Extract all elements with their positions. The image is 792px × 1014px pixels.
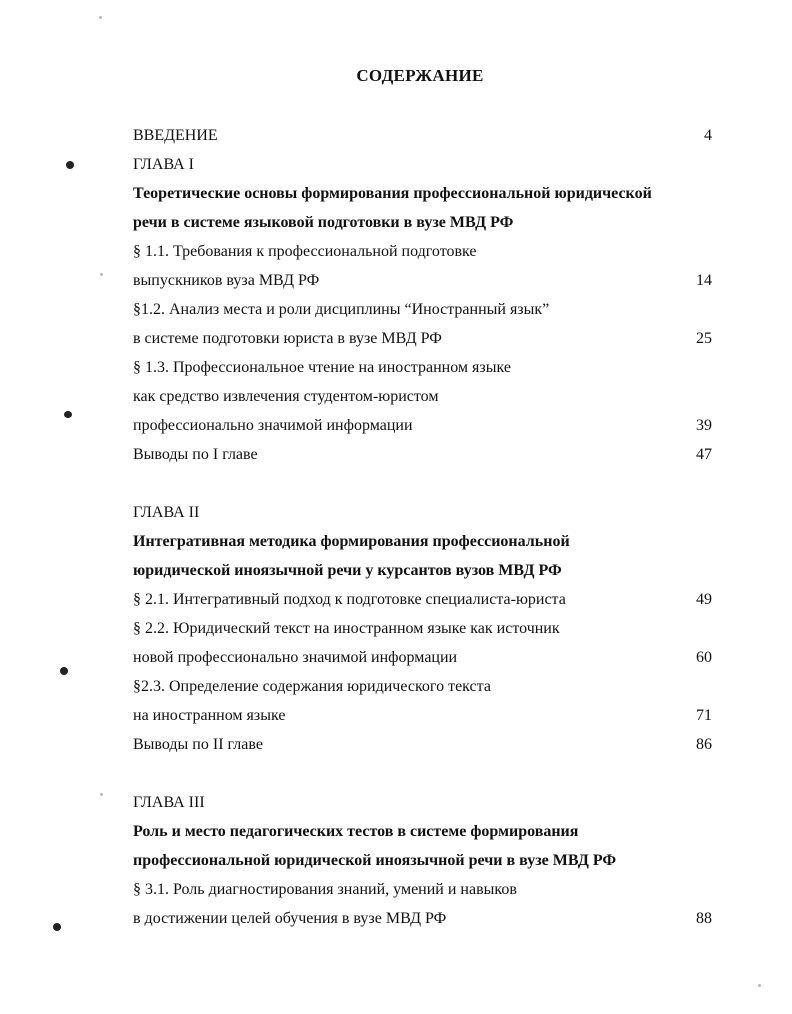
toc-intro-page: 4 <box>704 127 712 144</box>
scan-speck <box>100 273 103 276</box>
section-2-1-line-1: § 2.1. Интегративный подход к подготовке специалиста-юриста <box>133 591 566 608</box>
chapter-1-title-line-2: речи в системе языковой подготовки в вузе МВД РФ <box>133 214 514 231</box>
section-1-3-line-1: § 1.3. Профессиональное чтение на иностранном языке <box>133 359 511 376</box>
section-1-1-page: 14 <box>696 272 712 289</box>
chapter-3-title-line-1: Роль и место педагогических тестов в системе формирования <box>133 823 579 840</box>
section-1-3-page: 39 <box>696 417 712 434</box>
section-3-1-line-2: в достижении целей обучения в вузе МВД РФ <box>133 910 447 927</box>
section-1-2-line-1: §1.2. Анализ места и роли дисциплины “Иностранный язык” <box>133 301 550 318</box>
section-2-2-line-2: новой профессионально значимой информации <box>133 649 458 666</box>
section-1-2-page: 25 <box>696 330 712 347</box>
conclusion-2-text: Выводы по II главе <box>133 736 263 753</box>
chapter-3-label: ГЛАВА III <box>133 794 205 811</box>
scan-speck <box>64 411 72 418</box>
section-2-3-line-2: на иностранном языке <box>133 707 286 724</box>
conclusion-1-text: Выводы по I главе <box>133 446 258 463</box>
chapter-2-label: ГЛАВА II <box>133 504 200 521</box>
section-1-1-line-2: выпускников вуза МВД РФ <box>133 272 320 289</box>
scan-speck <box>100 793 103 796</box>
chapter-1-title-line-1: Теоретические основы формирования профессиональной юридической <box>133 185 652 202</box>
chapter-2-title-line-2: юридической иноязычной речи у курсантов вузов МВД РФ <box>133 562 562 579</box>
section-2-2-page: 60 <box>696 649 712 666</box>
scan-speck <box>758 984 761 987</box>
scan-speck <box>66 161 74 169</box>
section-3-1-page: 88 <box>696 910 712 927</box>
chapter-2-title-line-1: Интегративная методика формирования профессиональной <box>133 533 570 550</box>
conclusion-2-page: 86 <box>696 736 712 753</box>
section-1-1-line-1: § 1.1. Требования к профессиональной подготовке <box>133 243 477 260</box>
section-3-1-line-1: § 3.1. Роль диагностирования знаний, умений и навыков <box>133 881 517 898</box>
toc-intro-text: ВВЕДЕНИЕ <box>133 127 218 144</box>
page-title: СОДЕРЖАНИЕ <box>356 66 484 85</box>
section-1-3-line-2: как средство извлечения студентом-юристом <box>133 388 439 405</box>
chapter-1-label: ГЛАВА I <box>133 156 194 173</box>
section-2-3-page: 71 <box>696 707 712 724</box>
scan-speck <box>53 923 61 931</box>
scan-speck <box>60 667 68 675</box>
section-2-2-line-1: § 2.2. Юридический текст на иностранном языке как источник <box>133 620 560 637</box>
section-1-3-line-3: профессионально значимой информации <box>133 417 413 434</box>
section-2-1-page: 49 <box>696 591 712 608</box>
chapter-3-title-line-2: профессиональной юридической иноязычной речи в вузе МВД РФ <box>133 852 617 869</box>
conclusion-1-page: 47 <box>696 446 712 463</box>
section-2-3-line-1: §2.3. Определение содержания юридического текста <box>133 678 491 695</box>
section-1-2-line-2: в системе подготовки юриста в вузе МВД РФ <box>133 330 442 347</box>
scan-speck <box>99 16 102 19</box>
